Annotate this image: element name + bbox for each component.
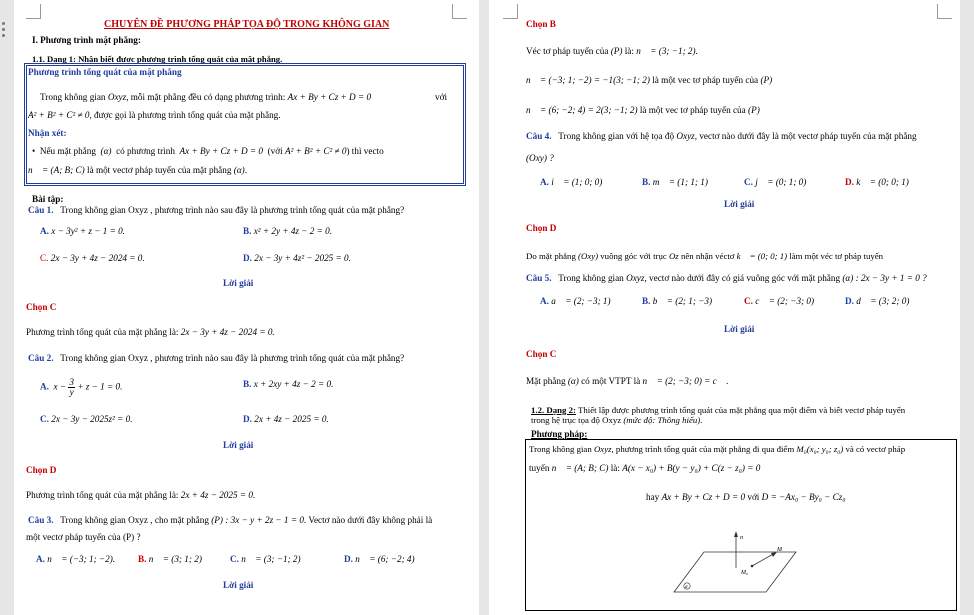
option-label: B. (243, 379, 252, 389)
text: Trong không gian (529, 444, 592, 454)
text: Mặt phẳng (526, 376, 566, 386)
subsection-heading-cont (531, 414, 702, 426)
explanation (26, 489, 255, 501)
option-c (40, 413, 133, 425)
option-label: C. (744, 296, 753, 306)
math: n⃗ = (A; B; C) (551, 463, 609, 473)
option-b (243, 225, 332, 237)
text: nên nhận véctơ (680, 251, 735, 261)
numerator: 3 (69, 377, 74, 387)
text: là: (624, 46, 634, 56)
arrow-head-icon (734, 531, 738, 537)
text: Nếu mặt phẳng (39, 146, 96, 156)
crop-mark (503, 4, 518, 19)
crop-mark (937, 4, 952, 19)
question-2 (28, 352, 404, 364)
section-heading: I. Phương trình mặt phẳng: (32, 35, 141, 45)
method-heading: Phương pháp: (531, 429, 588, 439)
question-text: Trong không gian Oxyz , phương trình nào sau đây là phương trình tổng quát của mặt phẳng? (60, 205, 405, 215)
text: (mức độ: Thông hiểu). (623, 415, 703, 425)
option-label: B. (138, 554, 147, 564)
option-label: D. (344, 554, 353, 564)
solution-heading: Lời giải (724, 324, 755, 334)
answer-choice: Chọn D (26, 465, 57, 475)
crop-mark (26, 4, 41, 19)
option-value: x − 3y² + z − 1 = 0. (51, 226, 125, 236)
math: Ax + By + Cz + D = 0 (661, 492, 746, 502)
text: tuyến (529, 463, 550, 473)
question-label: Câu 1. (28, 205, 54, 215)
option-d (845, 295, 909, 307)
math: (P) (748, 105, 760, 115)
option-d (243, 413, 329, 425)
option-c (230, 553, 301, 565)
label-n: n (740, 535, 743, 541)
math: k⃗ = (0; 0; 1) (736, 251, 788, 261)
math: (P) (610, 46, 623, 56)
option-a (40, 225, 125, 237)
option-label: A. (40, 226, 49, 236)
text: Trong không gian (40, 92, 106, 102)
text: với (747, 492, 760, 502)
denominator: y (69, 387, 74, 397)
question-4 (526, 130, 917, 142)
option-value: 2x − 3y + 4z − 2024 = 0. (50, 253, 145, 263)
math: (P) : 3x − y + 2z − 1 = 0 (211, 515, 304, 525)
option-label: D. (845, 177, 854, 187)
math: Ax + By + Cz + D = 0 (287, 92, 372, 102)
option-b (138, 553, 202, 565)
option-label: C. (744, 177, 753, 187)
text: . (244, 165, 247, 175)
text: ) thì vecto (346, 146, 384, 156)
label-m: M (777, 547, 782, 553)
option-label: C. (40, 414, 49, 424)
method-text (529, 462, 760, 474)
option-value: n⃗ = (6; −2; 4) (355, 554, 415, 564)
window-handle[interactable] (2, 22, 6, 40)
subsection-heading-text: 1.1. Dạng 1: Nhận biết được phương trình tổng quát của mặt phẳng. (32, 54, 283, 64)
text: , mỗi mặt phẳng đều có dạng phương trình: (126, 92, 286, 102)
option-label: A. (540, 296, 549, 306)
plane-shape (674, 552, 796, 592)
math: x − (53, 381, 67, 392)
answer-choice: Chọn C (526, 349, 557, 359)
question-5 (526, 272, 927, 284)
text: và có vectơ pháp (845, 444, 906, 454)
explanation (26, 326, 275, 338)
math: A² + B² + C² ≠ 0 (28, 110, 90, 120)
question-3-cont: một vectơ pháp tuyến của (P) ? (26, 532, 141, 542)
question-text: Trong không gian (558, 273, 624, 283)
method-text (529, 443, 905, 455)
document-page-1 (14, 0, 479, 615)
point-m0 (751, 565, 754, 568)
crop-mark (452, 4, 467, 19)
option-value: n⃗ = (3; 1; 2) (148, 554, 202, 564)
option-value: n⃗ = (3; −1; 2) (241, 554, 301, 564)
vector-m0m (752, 553, 775, 566)
explanation (526, 104, 760, 116)
page-title: CHUYÊN ĐỀ PHƯƠNG PHÁP TỌA ĐỘ TRONG KHÔNG GIAN (104, 19, 390, 30)
math: Oxyz (676, 131, 695, 141)
option-value: x + 2xy + 4z − 2 = 0. (253, 379, 334, 389)
option-value: i⃗ = (1; 0; 0) (551, 177, 603, 187)
math: Oxyz (626, 273, 645, 283)
solution-heading: Lời giải (223, 580, 254, 590)
option-label: A. (36, 554, 45, 564)
math: n⃗ = (−3; 1; −2) = −1(3; −1; 2) (526, 75, 650, 85)
math: A(x − x₀) + B(y − y₀) + C(z − z₀) = 0 (622, 463, 761, 473)
option-b (642, 295, 712, 307)
text: (với (267, 146, 283, 156)
text: là một vectơ pháp tuyến của mặt phẳng (87, 165, 232, 175)
math: 2x − 3y + 4z − 2024 = 0. (180, 327, 275, 337)
answer-choice: Chọn C (26, 302, 57, 312)
text: , được gọi là phương trình tổng quát của mặt phẳng. (89, 110, 281, 120)
question-label: Câu 2. (28, 353, 54, 363)
math: (α) (233, 165, 245, 175)
question-label: Câu 5. (526, 273, 552, 283)
option-label: D. (243, 253, 252, 263)
math: Oz (668, 251, 679, 261)
question-text: Trong không gian Oxyz , cho mặt phẳng (60, 515, 209, 525)
option-label: D. (243, 414, 252, 424)
math: Oxyz (593, 444, 612, 454)
math: Oxyz (107, 92, 127, 102)
bullet-icon: • (32, 146, 36, 156)
question-4-cont: (Oxy) ? (526, 153, 554, 163)
note-bullet-cont (28, 164, 247, 176)
option-label: B. (642, 296, 651, 306)
text: Phương trình tổng quát của mặt phẳng là: (26, 327, 179, 337)
question-text: , vectơ nào dưới đây có giá vuông góc với mặt phẳng (644, 273, 841, 283)
option-d (344, 553, 415, 565)
option-c (40, 252, 145, 264)
math: (P) (760, 75, 773, 85)
text: là một vec tơ pháp tuyến của (652, 75, 759, 85)
answer-choice: Chọn B (526, 19, 556, 29)
option-b (243, 378, 333, 390)
question-text: . Vectơ nào dưới đây không phải là (303, 515, 433, 525)
option-value: 2x − 3y + 4z² − 2025 = 0. (254, 253, 351, 263)
note-bullet (32, 145, 384, 157)
explanation (526, 74, 772, 86)
option-label: A. (40, 381, 49, 392)
text: Véc tơ pháp tuyến của (526, 46, 609, 56)
option-label: A. (540, 177, 549, 187)
fraction (68, 378, 75, 397)
option-value: n⃗ = (−3; 1; −2). (47, 554, 116, 564)
option-label: C. (40, 253, 49, 263)
option-value: b⃗ = (2; 1; −3) (652, 296, 713, 306)
option-a (40, 378, 122, 397)
math: Ax + By + Cz + D = 0 (179, 146, 264, 156)
option-value: 2x + 4z − 2025 = 0. (254, 414, 329, 424)
math: A² + B² + C² ≠ 0 (285, 146, 347, 156)
option-value: a⃗ = (2; −3; 1) (551, 296, 611, 306)
question-text: Trong không gian Oxyz , phương trình nào sau đây là phương trình tổng quát của mặt phẳng? (60, 353, 405, 363)
text: Thiết lập được phương trình tổng quát của mặt phẳng qua một điểm và biết vectơ pháp tuyến (578, 405, 906, 415)
method-text (646, 491, 846, 503)
option-value: x² + 2y + 4z − 2 = 0. (253, 226, 333, 236)
explanation (526, 45, 698, 57)
text: trong hệ trục tọa độ Oxyz (531, 415, 622, 425)
math: (Oxy) (578, 251, 599, 261)
box-line-end: với (435, 92, 448, 102)
text: vuông góc với trục (600, 251, 667, 261)
question-3 (28, 514, 432, 526)
option-value: d⃗ = (3; 2; 0) (856, 296, 910, 306)
text: có một VTPT là (581, 376, 641, 386)
math: 2x + 4z − 2025 = 0. (180, 490, 256, 500)
math: + z − 1 = 0. (77, 381, 123, 392)
option-value: 2x − 3y − 2025z² = 0. (51, 414, 133, 424)
math: (α) (567, 376, 579, 386)
math: D = −Ax₀ − By₀ − Cz₀ (761, 492, 846, 502)
question-text: , vectơ nào dưới đây là một vectơ pháp tuyến của mặt phẳng (694, 131, 917, 141)
option-label: B. (642, 177, 651, 187)
option-value: c⃗ = (2; −3; 0) (755, 296, 815, 306)
math: n⃗ = (6; −2; 4) = 2(3; −1; 2) (526, 105, 638, 115)
subsection-number: 1.2. Dạng 2: (531, 405, 576, 415)
option-a (540, 176, 602, 188)
explanation (526, 250, 883, 262)
label-m0: M₀ (741, 570, 749, 576)
option-label: C. (230, 554, 239, 564)
question-text: Trong không gian với hệ tọa độ (558, 131, 675, 141)
solution-heading: Lời giải (223, 440, 254, 450)
option-c (744, 176, 806, 188)
text: Do mặt phẳng (526, 251, 576, 261)
solution-heading: Lời giải (724, 199, 755, 209)
exercises-heading: Bài tập: (32, 194, 64, 204)
option-a (36, 553, 115, 565)
option-a (540, 295, 611, 307)
document-page-2 (489, 0, 960, 615)
option-d (845, 176, 909, 188)
math: n⃗ = (2; −3; 0) = c⃗ . (642, 376, 729, 386)
question-label: Câu 4. (526, 131, 552, 141)
math: (α) (100, 146, 112, 156)
box-line (40, 91, 371, 103)
text: là: (610, 463, 620, 473)
option-value: j⃗ = (0; 1; 0) (755, 177, 807, 187)
question-label: Câu 3. (28, 515, 54, 525)
plane-figure (669, 524, 809, 606)
text: có phương trình (116, 146, 175, 156)
math: n⃗ = (A; B; C) (28, 165, 85, 175)
text: hay (646, 492, 660, 502)
text: Phương trình tổng quát của mặt phẳng là: (26, 490, 179, 500)
answer-choice: Chọn D (526, 223, 557, 233)
option-c (744, 295, 814, 307)
option-label: B. (243, 226, 252, 236)
box-line (28, 109, 281, 121)
option-d (243, 252, 351, 264)
text: làm một véc tơ pháp tuyến (789, 251, 884, 261)
option-value: k⃗ = (0; 0; 1) (856, 177, 909, 187)
math: (α) : 2x − 3y + 1 = 0 ? (842, 273, 927, 283)
text: là một vec tơ pháp tuyến của (639, 105, 746, 115)
solution-heading: Lời giải (223, 278, 254, 288)
option-label: D. (845, 296, 854, 306)
label-alpha: α (685, 585, 688, 590)
box-heading: Phương trình tổng quát của mặt phẳng (28, 67, 182, 77)
text: , phương trình tổng quát của mặt phẳng đi qua điểm (611, 444, 795, 454)
question-1 (28, 204, 404, 216)
option-value: m⃗ = (1; 1; 1) (652, 177, 708, 187)
explanation (526, 375, 729, 387)
option-b (642, 176, 708, 188)
math: M₀(x₀; y₀; z₀) (796, 444, 844, 454)
math: n⃗ = (3; −1; 2). (636, 46, 698, 56)
note-label: Nhận xét: (28, 128, 67, 138)
